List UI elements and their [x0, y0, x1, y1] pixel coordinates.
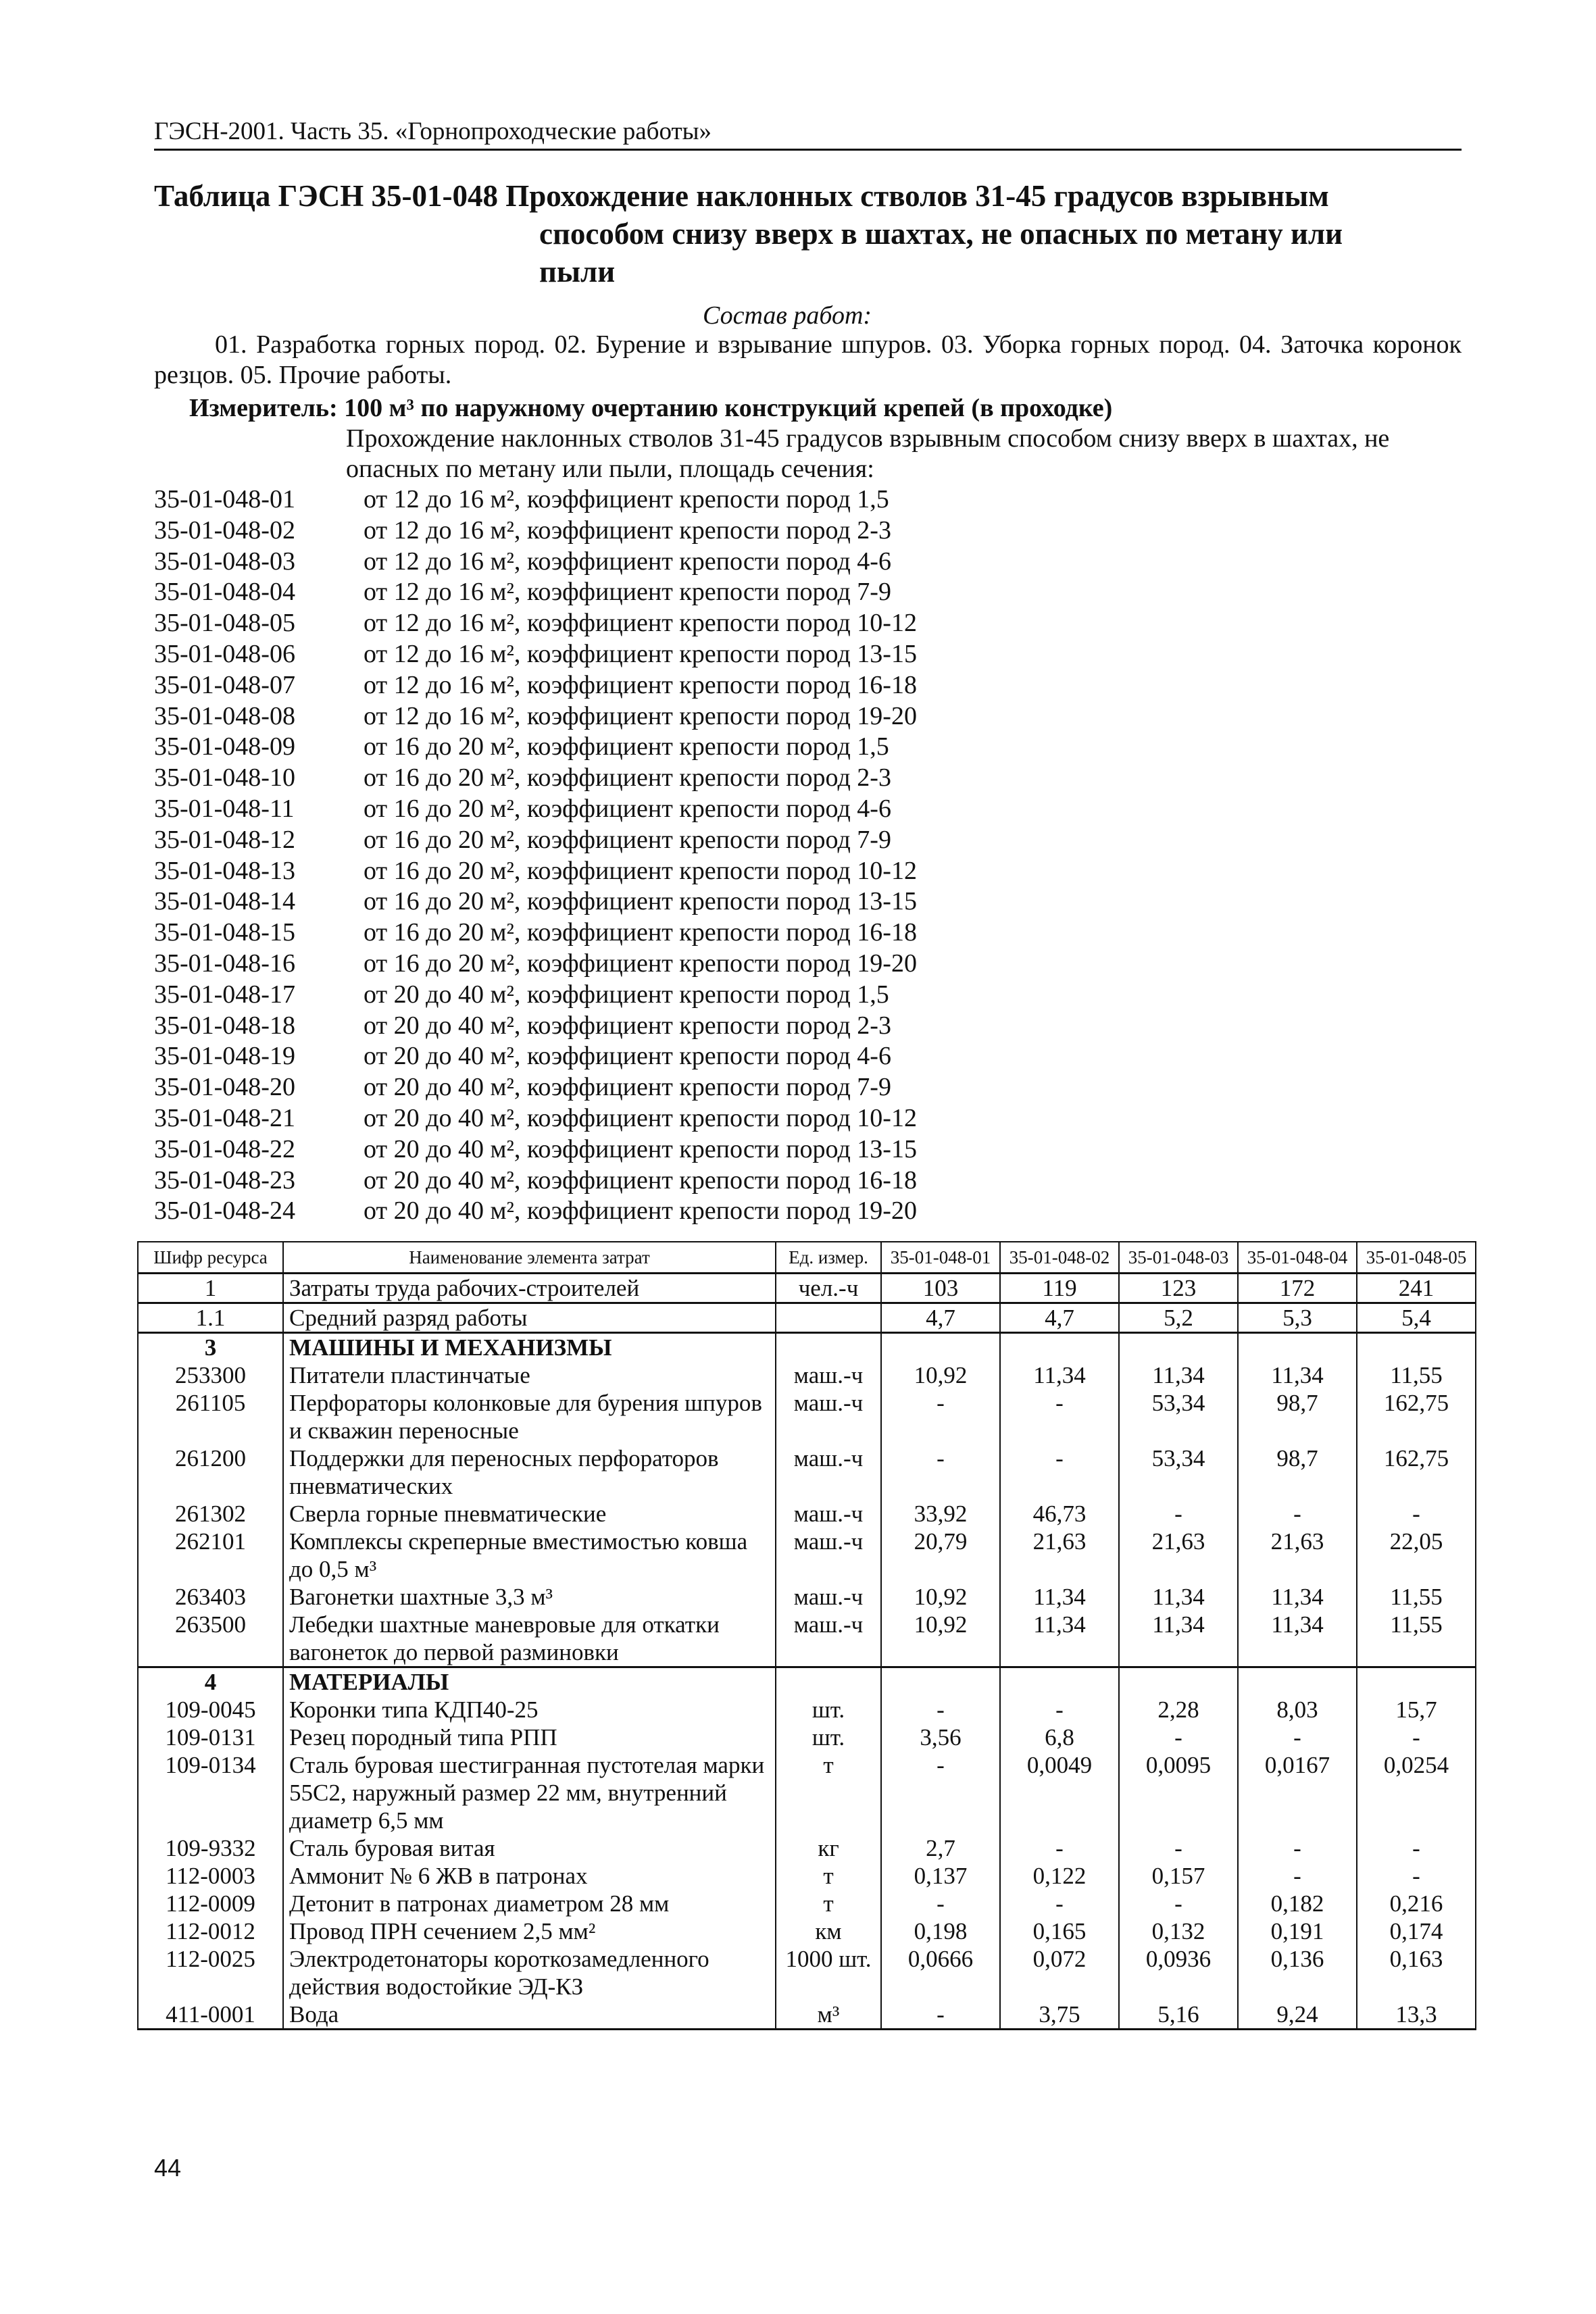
cell-value: -: [1119, 1834, 1238, 1862]
cell-name: Электродетонаторы короткозамедленного действия водостойкие ЭД-КЗ: [283, 1945, 776, 2001]
table-row: [138, 1583, 1476, 1611]
code-list-item: [154, 732, 1462, 763]
code-list-code: 35-01-048-09: [154, 732, 295, 761]
cell-name: Сталь буровая витая: [283, 1834, 776, 1862]
cell-value: 0,0254: [1357, 1751, 1476, 1834]
code-list-item: [154, 949, 1462, 980]
cell-value: [1000, 1333, 1119, 1362]
code-list-desc: от 20 до 40 м², коэффициент крепости пород 16-18: [364, 1165, 917, 1194]
table-row: [138, 1274, 1476, 1303]
cell-value: 98,7: [1238, 1444, 1357, 1500]
cell-value: 53,34: [1119, 1444, 1238, 1500]
cell-value: 0,191: [1238, 1917, 1357, 1945]
table-row: [138, 1500, 1476, 1528]
header-col-5: 35-01-048-05: [1357, 1242, 1476, 1274]
cell-name: Поддержки для переносных перфораторов пневматических: [283, 1444, 776, 1500]
cell-value: 0,174: [1357, 1917, 1476, 1945]
code-list-code: 35-01-048-23: [154, 1165, 295, 1194]
table-header-row: [138, 1242, 1476, 1274]
code-list-desc: от 12 до 16 м², коэффициент крепости пород 16-18: [364, 670, 917, 699]
cell-value: 4,7: [1000, 1303, 1119, 1333]
cell-value: 11,34: [1238, 1361, 1357, 1389]
cell-value: -: [1119, 1724, 1238, 1751]
cell-value: 0,137: [881, 1862, 1000, 1890]
cell-name: Затраты труда рабочих-строителей: [283, 1274, 776, 1303]
cell-value: -: [1238, 1724, 1357, 1751]
cell-unit: маш.-ч: [776, 1361, 881, 1389]
cell-value: 8,03: [1238, 1696, 1357, 1724]
cell-value: -: [881, 1890, 1000, 1917]
cell-unit: т: [776, 1890, 881, 1917]
cell-value: 10,92: [881, 1583, 1000, 1611]
header-code: Шифр ресурса: [138, 1242, 283, 1274]
code-list-item: [154, 763, 1462, 794]
cell-code: 262101: [138, 1528, 283, 1583]
cell-value: 33,92: [881, 1500, 1000, 1528]
code-list-desc: от 20 до 40 м², коэффициент крепости пород 4-6: [364, 1042, 891, 1071]
header-unit: Ед. измер.: [776, 1242, 881, 1274]
cell-name: Вагонетки шахтные 3,3 м³: [283, 1583, 776, 1611]
cell-code: 261302: [138, 1500, 283, 1528]
code-list-code: 35-01-048-10: [154, 763, 295, 793]
code-list-code: 35-01-048-21: [154, 1103, 295, 1132]
cell-name: Вода: [283, 2001, 776, 2030]
code-list-item: [154, 886, 1462, 917]
cell-value: 3,75: [1000, 2001, 1119, 2030]
code-list-code: 35-01-048-17: [154, 980, 295, 1009]
cell-code: 112-0009: [138, 1890, 283, 1917]
code-list-item: [154, 1165, 1462, 1197]
cell-value: 0,0167: [1238, 1751, 1357, 1834]
code-list-desc: от 12 до 16 м², коэффициент крепости пород 1,5: [364, 485, 889, 513]
cell-value: [1357, 1667, 1476, 1696]
cell-value: -: [881, 1696, 1000, 1724]
cell-value: 10,92: [881, 1361, 1000, 1389]
cell-value: [1238, 1667, 1357, 1696]
cell-code: 263500: [138, 1611, 283, 1667]
cell-value: 11,34: [1238, 1611, 1357, 1667]
cell-name: МАШИНЫ И МЕХАНИЗМЫ: [283, 1333, 776, 1362]
code-list-desc: от 12 до 16 м², коэффициент крепости пород 2-3: [364, 515, 891, 545]
cell-code: 1: [138, 1274, 283, 1303]
table-row: [138, 1389, 1476, 1444]
table-title: [154, 177, 1462, 291]
cell-code: 4: [138, 1667, 283, 1696]
cell-unit: маш.-ч: [776, 1444, 881, 1500]
cell-code: 3: [138, 1333, 283, 1362]
cell-value: [1357, 1333, 1476, 1362]
cell-value: -: [1000, 1696, 1119, 1724]
cell-value: -: [1238, 1834, 1357, 1862]
running-header: ГЭСН-2001. Часть 35. «Горнопроходческие работы»: [154, 116, 1462, 151]
code-list-desc: от 12 до 16 м², коэффициент крепости пород 10-12: [364, 609, 917, 638]
cell-value: 0,182: [1238, 1890, 1357, 1917]
cell-value: -: [1000, 1389, 1119, 1444]
cell-unit: маш.-ч: [776, 1611, 881, 1667]
code-list-desc: от 20 до 40 м², коэффициент крепости пород 2-3: [364, 1011, 891, 1040]
cell-unit: м³: [776, 2001, 881, 2030]
cell-value: 0,0936: [1119, 1945, 1238, 2001]
cell-unit: т: [776, 1862, 881, 1890]
table-row: [138, 1751, 1476, 1834]
code-list-desc: от 20 до 40 м², коэффициент крепости пород 19-20: [364, 1197, 917, 1226]
cell-value: 0,216: [1357, 1890, 1476, 1917]
code-list-item: [154, 701, 1462, 732]
cell-value: 11,34: [1238, 1583, 1357, 1611]
cell-value: [1119, 1333, 1238, 1362]
cell-name: Коронки типа КДП40-25: [283, 1696, 776, 1724]
cell-code: 112-0012: [138, 1917, 283, 1945]
cell-value: 5,4: [1357, 1303, 1476, 1333]
title-line-1: Прохождение наклонных стволов 31-45 градусов взрывным: [505, 179, 1329, 213]
code-list-item: [154, 1072, 1462, 1103]
cell-value: -: [1119, 1500, 1238, 1528]
cell-value: 0,0666: [881, 1945, 1000, 2001]
cell-value: 53,34: [1119, 1389, 1238, 1444]
cell-value: 5,16: [1119, 2001, 1238, 2030]
code-list-code: 35-01-048-11: [154, 794, 295, 823]
cell-value: -: [1357, 1834, 1476, 1862]
table-row: [138, 1834, 1476, 1862]
cell-unit: кг: [776, 1834, 881, 1862]
code-list-code: 35-01-048-20: [154, 1073, 295, 1102]
table-row: [138, 1611, 1476, 1667]
table-row: [138, 1862, 1476, 1890]
cell-value: 0,0095: [1119, 1751, 1238, 1834]
code-list-desc: от 16 до 20 м², коэффициент крепости пород 10-12: [364, 856, 917, 885]
code-list-code: 35-01-048-02: [154, 515, 295, 545]
table-row: [138, 1945, 1476, 2001]
code-list-code: 35-01-048-13: [154, 856, 295, 885]
title-prefix: Таблица ГЭСН 35-01-048: [154, 179, 498, 213]
cell-value: -: [1119, 1890, 1238, 1917]
cell-name: Питатели пластинчатые: [283, 1361, 776, 1389]
code-list-item: [154, 577, 1462, 608]
table-row: [138, 1303, 1476, 1333]
code-list-desc: от 20 до 40 м², коэффициент крепости пород 7-9: [364, 1073, 891, 1102]
cell-value: 21,63: [1000, 1528, 1119, 1583]
cell-value: [1000, 1667, 1119, 1696]
code-list-desc: от 20 до 40 м², коэффициент крепости пород 10-12: [364, 1103, 917, 1132]
code-list-desc: от 12 до 16 м², коэффициент крепости пород 13-15: [364, 639, 917, 668]
cell-value: 162,75: [1357, 1389, 1476, 1444]
code-list-item: [154, 1041, 1462, 1072]
code-list-item: [154, 980, 1462, 1011]
code-list-code: 35-01-048-03: [154, 547, 295, 576]
cell-code: 253300: [138, 1361, 283, 1389]
code-list-item: [154, 1196, 1462, 1227]
cell-value: 13,3: [1357, 2001, 1476, 2030]
cell-value: 0,165: [1000, 1917, 1119, 1945]
cell-value: 123: [1119, 1274, 1238, 1303]
cell-value: 103: [881, 1274, 1000, 1303]
composition-label: Состав работ:: [703, 301, 872, 330]
cell-value: 15,7: [1357, 1696, 1476, 1724]
code-list-code: 35-01-048-08: [154, 701, 295, 730]
code-list-code: 35-01-048-05: [154, 609, 295, 638]
works-list: 01. Разработка горных пород. 02. Бурение и взрывание шпуров. 03. Уборка горных пород. 04. Заточка коронок резцов. 05. Прочие работы.: [154, 330, 1462, 389]
table-row: [138, 1333, 1476, 1362]
cell-value: 0,157: [1119, 1862, 1238, 1890]
code-list-desc: от 20 до 40 м², коэффициент крепости пород 13-15: [364, 1134, 917, 1163]
cell-value: 2,28: [1119, 1696, 1238, 1724]
cell-value: 0,198: [881, 1917, 1000, 1945]
cell-value: 0,132: [1119, 1917, 1238, 1945]
cell-unit: маш.-ч: [776, 1389, 881, 1444]
table-row: [138, 2001, 1476, 2030]
cell-name: Перфораторы колонковые для бурения шпуров и скважин переносные: [283, 1389, 776, 1444]
code-list-code: 35-01-048-07: [154, 670, 295, 699]
cell-code: 263403: [138, 1583, 283, 1611]
cell-value: -: [881, 1444, 1000, 1500]
code-list-code: 35-01-048-14: [154, 887, 295, 916]
code-list-item: [154, 484, 1462, 515]
table-body: [138, 1274, 1476, 2030]
title-line-3: пыли: [539, 255, 616, 288]
cell-value: 11,34: [1000, 1611, 1119, 1667]
code-list-item: [154, 547, 1462, 578]
cell-value: -: [1357, 1724, 1476, 1751]
cell-value: 172: [1238, 1274, 1357, 1303]
cell-value: [881, 1667, 1000, 1696]
table-row: [138, 1724, 1476, 1751]
cell-value: 162,75: [1357, 1444, 1476, 1500]
code-list-item: [154, 917, 1462, 949]
cell-code: 109-0134: [138, 1751, 283, 1834]
cell-name: МАТЕРИАЛЫ: [283, 1667, 776, 1696]
cell-value: [1119, 1667, 1238, 1696]
page-number: 44: [154, 2154, 182, 2182]
cell-value: 22,05: [1357, 1528, 1476, 1583]
table-row: [138, 1890, 1476, 1917]
cell-value: 0,122: [1000, 1862, 1119, 1890]
cell-value: -: [881, 2001, 1000, 2030]
table-row: [138, 1667, 1476, 1696]
cell-unit: 1000 шт.: [776, 1945, 881, 2001]
code-list-code: 35-01-048-04: [154, 578, 295, 607]
code-list-desc: от 16 до 20 м², коэффициент крепости пород 19-20: [364, 949, 917, 978]
code-list-code: 35-01-048-18: [154, 1011, 295, 1040]
code-list-item: [154, 1011, 1462, 1042]
header-col-4: 35-01-048-04: [1238, 1242, 1357, 1274]
codes-intro: Прохождение наклонных стволов 31-45 градусов взрывным способом снизу вверх в шахтах, не опасных по метану или пыли, площадь сечения:: [346, 424, 1390, 483]
code-list-desc: от 12 до 16 м², коэффициент крепости пород 7-9: [364, 578, 891, 607]
cell-unit: [776, 1303, 881, 1333]
table-row: [138, 1696, 1476, 1724]
cell-value: 21,63: [1238, 1528, 1357, 1583]
cell-value: -: [1000, 1890, 1119, 1917]
cell-value: 0,0049: [1000, 1751, 1119, 1834]
cell-value: 46,73: [1000, 1500, 1119, 1528]
cell-value: 11,55: [1357, 1361, 1476, 1389]
code-list-code: 35-01-048-15: [154, 918, 295, 947]
code-list-item: [154, 794, 1462, 825]
cell-name: Средний разряд работы: [283, 1303, 776, 1333]
cell-value: 98,7: [1238, 1389, 1357, 1444]
code-list-item: [154, 670, 1462, 701]
table-row: [138, 1528, 1476, 1583]
cell-value: -: [1238, 1862, 1357, 1890]
code-list-code: 35-01-048-19: [154, 1042, 295, 1071]
code-list-desc: от 16 до 20 м², коэффициент крепости пород 13-15: [364, 887, 917, 916]
cell-name: Провод ПРН сечением 2,5 мм²: [283, 1917, 776, 1945]
measure-unit: Измеритель: 100 м³ по наружному очертанию конструкций крепей (в проходке): [189, 394, 1113, 422]
cell-value: 0,163: [1357, 1945, 1476, 2001]
code-list-code: 35-01-048-24: [154, 1197, 295, 1226]
table-row: [138, 1444, 1476, 1500]
cell-name: Аммонит № 6 ЖВ в патронах: [283, 1862, 776, 1890]
header-col-3: 35-01-048-03: [1119, 1242, 1238, 1274]
cell-value: 5,2: [1119, 1303, 1238, 1333]
code-list-item: [154, 1103, 1462, 1134]
cell-unit: т: [776, 1751, 881, 1834]
code-list-desc: от 16 до 20 м², коэффициент крепости пород 1,5: [364, 732, 889, 761]
table-row: [138, 1361, 1476, 1389]
cell-value: -: [1238, 1500, 1357, 1528]
cell-value: 11,34: [1119, 1611, 1238, 1667]
code-list-desc: от 16 до 20 м², коэффициент крепости пород 2-3: [364, 763, 891, 793]
cell-value: 11,55: [1357, 1583, 1476, 1611]
cell-value: -: [1357, 1500, 1476, 1528]
cell-name: Резец породный типа РПП: [283, 1724, 776, 1751]
cell-value: -: [1000, 1834, 1119, 1862]
cell-code: 1.1: [138, 1303, 283, 1333]
cell-name: Детонит в патронах диаметром 28 мм: [283, 1890, 776, 1917]
cell-value: 6,8: [1000, 1724, 1119, 1751]
cell-unit: маш.-ч: [776, 1528, 881, 1583]
cell-value: 20,79: [881, 1528, 1000, 1583]
code-list: [154, 484, 1462, 1227]
table-row: [138, 1917, 1476, 1945]
code-list-desc: от 20 до 40 м², коэффициент крепости пород 1,5: [364, 980, 889, 1009]
cell-value: 0,136: [1238, 1945, 1357, 2001]
cell-value: -: [881, 1389, 1000, 1444]
code-list-item: [154, 856, 1462, 887]
code-list-code: 35-01-048-06: [154, 639, 295, 668]
cell-value: 5,3: [1238, 1303, 1357, 1333]
cell-name: Сталь буровая шестигранная пустотелая марки 55С2, наружный размер 22 мм, внутренний диаметр 6,5 мм: [283, 1751, 776, 1834]
cell-value: [1238, 1333, 1357, 1362]
cell-unit: маш.-ч: [776, 1583, 881, 1611]
cell-value: [881, 1333, 1000, 1362]
code-list-desc: от 16 до 20 м², коэффициент крепости пород 16-18: [364, 918, 917, 947]
cell-name: Лебедки шахтные маневровые для откатки вагонеток до первой разминовки: [283, 1611, 776, 1667]
header-col-1: 35-01-048-01: [881, 1242, 1000, 1274]
cell-value: -: [1000, 1444, 1119, 1500]
cell-value: 10,92: [881, 1611, 1000, 1667]
code-list-desc: от 16 до 20 м², коэффициент крепости пород 7-9: [364, 825, 891, 854]
code-list-item: [154, 608, 1462, 639]
header-col-2: 35-01-048-02: [1000, 1242, 1119, 1274]
cell-code: 112-0025: [138, 1945, 283, 2001]
title-line-2: способом снизу вверх в шахтах, не опасных по метану или: [539, 217, 1343, 251]
cell-code: 112-0003: [138, 1862, 283, 1890]
cell-unit: шт.: [776, 1696, 881, 1724]
cell-name: Комплексы скреперные вместимостью ковша до 0,5 м³: [283, 1528, 776, 1583]
cell-code: 261200: [138, 1444, 283, 1500]
header-name: Наименование элемента затрат: [283, 1242, 776, 1274]
cell-value: 2,7: [881, 1834, 1000, 1862]
cell-value: 0,072: [1000, 1945, 1119, 2001]
cell-value: 21,63: [1119, 1528, 1238, 1583]
cell-code: 109-0131: [138, 1724, 283, 1751]
cell-value: 3,56: [881, 1724, 1000, 1751]
cell-value: 11,34: [1119, 1583, 1238, 1611]
cell-unit: [776, 1333, 881, 1362]
cell-name: Сверла горные пневматические: [283, 1500, 776, 1528]
cell-code: 411-0001: [138, 2001, 283, 2030]
code-list-code: 35-01-048-16: [154, 949, 295, 978]
cell-value: 4,7: [881, 1303, 1000, 1333]
cell-value: 11,34: [1119, 1361, 1238, 1389]
cell-value: -: [881, 1751, 1000, 1834]
cell-value: 11,55: [1357, 1611, 1476, 1667]
cell-unit: км: [776, 1917, 881, 1945]
cell-unit: чел.-ч: [776, 1274, 881, 1303]
code-list-item: [154, 825, 1462, 856]
cell-unit: шт.: [776, 1724, 881, 1751]
code-list-desc: от 16 до 20 м², коэффициент крепости пород 4-6: [364, 794, 891, 823]
code-list-item: [154, 515, 1462, 547]
cell-value: 11,34: [1000, 1583, 1119, 1611]
cell-value: 119: [1000, 1274, 1119, 1303]
code-list-code: 35-01-048-12: [154, 825, 295, 854]
cell-code: 109-0045: [138, 1696, 283, 1724]
cell-value: -: [1357, 1862, 1476, 1890]
code-list-item: [154, 1134, 1462, 1165]
cell-value: 241: [1357, 1274, 1476, 1303]
cell-unit: [776, 1667, 881, 1696]
code-list-code: 35-01-048-22: [154, 1134, 295, 1163]
resource-table: [137, 1241, 1476, 2030]
cell-value: 11,34: [1000, 1361, 1119, 1389]
cell-code: 109-9332: [138, 1834, 283, 1862]
cell-unit: маш.-ч: [776, 1500, 881, 1528]
code-list-desc: от 12 до 16 м², коэффициент крепости пород 19-20: [364, 701, 917, 730]
code-list-code: 35-01-048-01: [154, 485, 295, 513]
cell-value: 9,24: [1238, 2001, 1357, 2030]
code-list-item: [154, 639, 1462, 670]
code-list-desc: от 12 до 16 м², коэффициент крепости пород 4-6: [364, 547, 891, 576]
cell-code: 261105: [138, 1389, 283, 1444]
